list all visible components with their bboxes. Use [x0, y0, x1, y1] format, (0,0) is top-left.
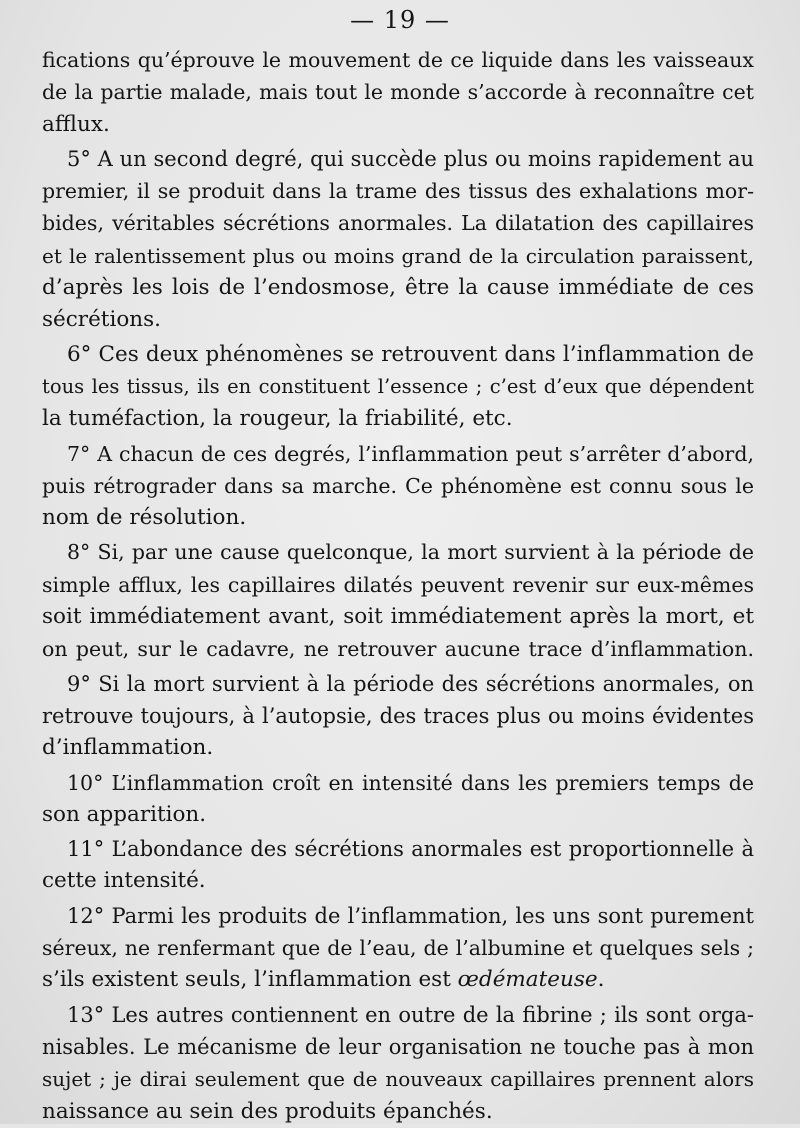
text-line: d’après les lois de l’endosmose, être la cause immédiate de ces: [42, 275, 754, 301]
text-line: retrouve toujours, à l’autopsie, des traces plus ou moins évidentes: [42, 703, 754, 728]
paragraph-12-start: 12° Parmi les produits de l’inflammation, les uns sont purement: [67, 903, 754, 928]
paragraph-5-start: 5° A un second degré, qui succède plus ou moins rapidement au: [67, 146, 754, 171]
text-line: fications qu’éprouve le mouvement de ce liquide dans les vaisseaux: [42, 48, 754, 72]
paragraph-11-start: 11° L’abondance des sécrétions anormales est proportionnelle à: [67, 837, 754, 862]
text-line: puis rétrograder dans sa marche. Ce phénomène est connu sous le: [42, 473, 754, 498]
text-line: d’inflammation.: [42, 735, 214, 761]
text-segment: .: [597, 967, 605, 993]
text-line: son apparition.: [42, 801, 207, 827]
text-line: et le ralentissement plus ou moins grand de la circulation paraissent,: [42, 243, 754, 268]
text-line: soit immédiatement avant, soit immédiatement après la mort, et: [42, 604, 754, 630]
paragraph-8-start: 8° Si, par une cause quelconque, la mort survient à la période de: [67, 540, 754, 565]
paragraph-9-start: 9° Si la mort survient à la période des sécrétions anormales, on: [67, 671, 754, 696]
text-line: la tuméfaction, la rougeur, la friabilité, etc.: [42, 406, 513, 432]
text-line: séreux, ne renfermant que de l’eau, de l’albumine et quelques sels ;: [42, 936, 754, 961]
text-line: nisables. Le mécanisme de leur organisation ne touche pas à mon: [42, 1034, 754, 1059]
text-line: sujet ; je dirai seulement que de nouveaux capillaires prennent alors: [42, 1067, 754, 1092]
text-line: cette intensité.: [42, 868, 206, 894]
italic-term: œdémateuse: [457, 967, 598, 993]
text-line: sécrétions.: [42, 307, 161, 333]
text-segment: s’ils existent seuls, l’inflammation est: [42, 967, 458, 993]
text-line: naissance au sein des produits épanchés.: [42, 1098, 493, 1124]
text-line: afflux.: [42, 111, 110, 137]
text-line: de la partie malade, mais tout le monde s’accorde à reconnaître cet: [42, 80, 754, 105]
text-line: [42, 964, 754, 996]
text-line: tous les tissus, ils en constituent l’essence ; c’est d’eux que dépendent: [42, 374, 754, 398]
paragraph-7-start: 7° A chacun de ces degrés, l’inflammation peut s’arrêter d’abord,: [67, 441, 754, 466]
text-line: premier, il se produit dans la trame des tissus des exhalations mor-: [42, 179, 754, 204]
paragraph-13-start: 13° Les autres contiennent en outre de la fibrine ; ils sont orga-: [67, 1002, 754, 1027]
text-line: simple afflux, les capillaires dilatés peuvent revenir sur eux-mêmes: [42, 572, 754, 597]
paragraph-6-start: 6° Ces deux phénomènes se retrouvent dans l’inflammation de: [67, 341, 754, 367]
text-line: nom de résolution.: [42, 505, 247, 531]
page-number: — 19 —: [350, 6, 450, 34]
body-text: [42, 44, 754, 1128]
text-line: on peut, sur le cadavre, ne retrouver aucune trace d’inflammation.: [42, 637, 754, 662]
text-line: bides, véritables sécrétions anormales. La dilatation des capillaires: [42, 211, 754, 236]
paragraph-10-start: 10° L’inflammation croît en intensité dans les premiers temps de: [67, 770, 754, 795]
